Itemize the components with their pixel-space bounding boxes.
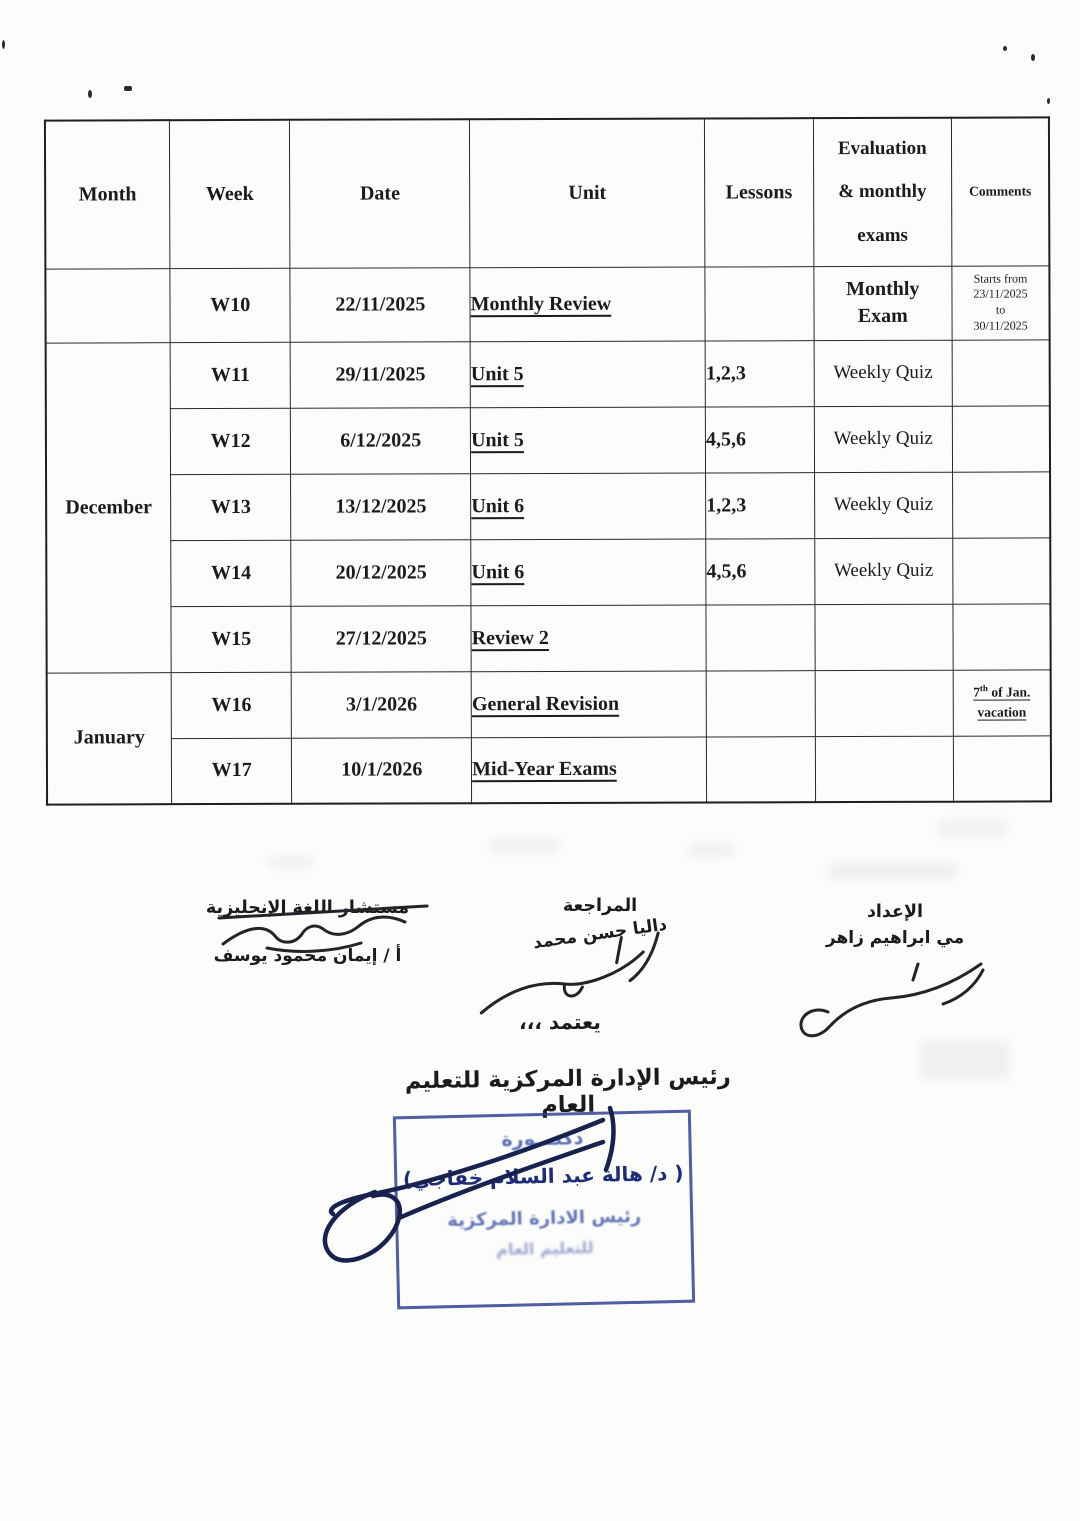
bleed-through-artifact [268, 856, 314, 868]
approver-title: رئيس الإدارة المركزية للتعليم العام [404, 1063, 731, 1119]
vacation-note-line2: vacation [977, 704, 1027, 720]
header-week: Week [169, 120, 290, 268]
bleed-through-artifact [920, 1040, 1010, 1080]
unit-text: Unit 5 [470, 362, 524, 385]
cell-week: W13 [171, 474, 292, 540]
cell-unit [471, 605, 706, 672]
cell-evaluation [815, 736, 954, 802]
cell-date: 27/12/2025 [291, 605, 471, 672]
table-row [46, 405, 1050, 474]
cell-unit [471, 473, 706, 540]
cell-week: W10 [170, 268, 291, 342]
cell-unit [470, 407, 705, 474]
cell-unit [470, 341, 705, 408]
cell-week: W12 [170, 408, 291, 474]
scan-speck [88, 90, 92, 98]
cell-unit [471, 671, 706, 738]
cell-lessons: 4,5,6 [706, 538, 815, 604]
cell-comments [952, 339, 1050, 405]
stamp-line-title: رئيس الادارة المركزية [447, 1205, 642, 1232]
review-name: داليا حسن محمد [531, 914, 669, 954]
bleed-through-artifact [938, 820, 1008, 838]
table-row [47, 669, 1051, 738]
cell-date: 29/11/2025 [291, 341, 471, 408]
cell-evaluation: Monthly Exam [813, 266, 952, 340]
consultant-name: أ / إيمان محمود يوسف [213, 946, 402, 966]
stamp-line-name: ( د/ هالة عبد السلام خفاجي) [402, 1160, 684, 1192]
cell-lessons: 4,5,6 [705, 406, 814, 472]
unit-text: Mid-Year Exams [472, 758, 617, 781]
cell-date: 22/11/2025 [290, 267, 470, 342]
cell-lessons: 1,2,3 [705, 340, 814, 406]
cell-date: 6/12/2025 [291, 407, 471, 474]
cell-comments [953, 603, 1051, 669]
table-header-row [45, 117, 1049, 268]
cell-month-january: January [47, 672, 172, 804]
cell-comments: Starts from 23/11/2025 to 30/11/2025 [952, 265, 1050, 339]
cell-lessons: 1,2,3 [706, 472, 815, 538]
approved-text: يعتمد ،،، [519, 1010, 601, 1034]
cell-lessons [706, 736, 815, 802]
table-row [45, 265, 1049, 342]
cell-week: W16 [171, 672, 292, 738]
cell-month-december: December [46, 342, 172, 672]
stamp-line-department: للتعليم العام [495, 1237, 594, 1260]
scan-speck [124, 86, 132, 91]
cell-week: W14 [171, 540, 292, 606]
cell-date: 13/12/2025 [291, 473, 471, 540]
cell-lessons [706, 604, 815, 670]
consultant-title: مستشار اللغة الإنجليزية [205, 898, 410, 918]
cell-comments [952, 405, 1050, 471]
cell-week: W15 [171, 606, 292, 672]
cell-evaluation [815, 670, 954, 736]
table-row [46, 603, 1050, 672]
cell-lessons [705, 266, 814, 340]
preparation-signature-icon [795, 948, 995, 1043]
stamp-line-doctor: دكتـــورة [501, 1127, 584, 1151]
cell-evaluation: Weekly Quiz [814, 472, 953, 538]
unit-text: Unit 5 [471, 428, 524, 451]
header-date: Date [290, 119, 470, 268]
unit-text: Unit 6 [471, 560, 525, 583]
unit-text: Review 2 [471, 626, 549, 649]
cell-comments [953, 471, 1051, 537]
cell-week: W17 [171, 738, 292, 804]
scan-speck [1031, 54, 1035, 61]
vacation-note-line1: 7th of Jan. [973, 683, 1031, 700]
cell-comments [953, 735, 1051, 801]
cell-unit [470, 267, 705, 342]
bleed-through-artifact [490, 838, 560, 854]
preparation-title: الإعداد [866, 902, 924, 922]
bleed-through-artifact [828, 862, 958, 880]
unit-text: Monthly Review [470, 292, 612, 315]
scan-speck [1003, 46, 1007, 51]
official-stamp [393, 1110, 695, 1310]
cell-lessons [706, 670, 815, 736]
header-unit: Unit [470, 119, 705, 268]
cell-comments-vacation [953, 669, 1051, 735]
table-row [46, 471, 1050, 540]
review-title: المراجعة [562, 896, 638, 916]
cell-evaluation [814, 604, 953, 670]
cell-evaluation: Weekly Quiz [814, 340, 953, 406]
schedule-table [44, 116, 1052, 805]
cell-unit [471, 539, 706, 606]
header-lessons: Lessons [705, 118, 814, 266]
preparation-name: مي ابراهيم زاهر [825, 928, 965, 948]
cell-date: 20/12/2025 [291, 539, 471, 606]
scan-speck [2, 40, 5, 49]
scan-speck [1047, 98, 1050, 104]
cell-month-empty [45, 268, 170, 342]
cell-week: W11 [170, 342, 291, 408]
unit-text: Unit 6 [471, 494, 525, 517]
table-row [46, 339, 1050, 408]
table-row [46, 537, 1050, 606]
unit-text: General Revision [471, 692, 620, 715]
cell-evaluation: Weekly Quiz [814, 406, 953, 472]
table-row [47, 735, 1051, 804]
bleed-through-artifact [688, 843, 734, 857]
consultant-signature-icon [205, 896, 435, 960]
header-month: Month [45, 120, 170, 268]
cell-evaluation: Weekly Quiz [814, 538, 953, 604]
cell-date: 3/1/2026 [292, 671, 472, 738]
header-evaluation: Evaluation & monthly exams [813, 118, 952, 266]
cell-date: 10/1/2026 [292, 737, 472, 804]
cell-unit [472, 737, 707, 804]
cell-comments [953, 537, 1051, 603]
signature-block-preparation [775, 902, 1015, 948]
header-comments: Comments [951, 117, 1049, 265]
